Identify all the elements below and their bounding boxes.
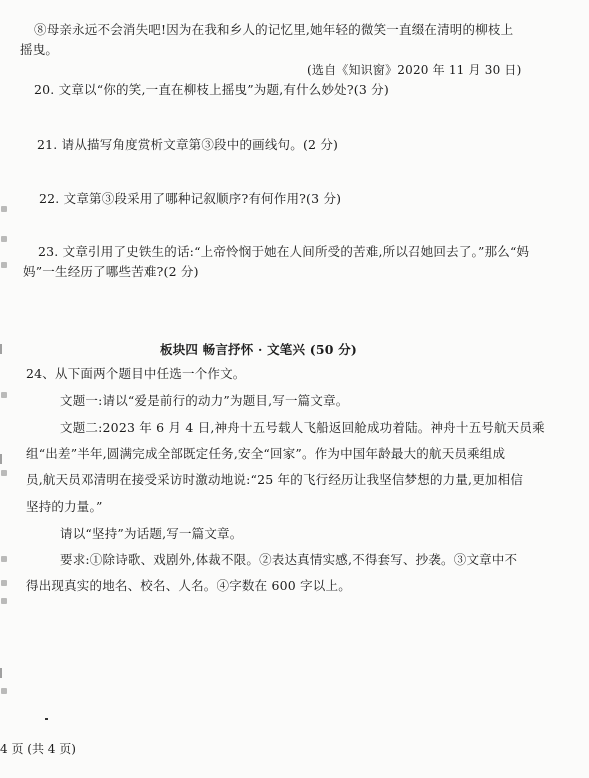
page-footer: 4 页 (共 4 页): [0, 742, 76, 756]
binding-margin-mark: [1, 598, 7, 604]
question-20: 20. 文章以“你的笑,一直在柳枝上摇曳”为题,有什么妙处?(3 分): [34, 82, 389, 97]
binding-margin-mark: [1, 688, 7, 694]
question-23-line-2: 妈”一生经历了哪些苦难?(2 分): [23, 264, 199, 279]
binding-margin-mark: [1, 556, 7, 562]
binding-margin-mark: [0, 454, 6, 464]
binding-margin-mark: [1, 262, 7, 268]
stray-dot: [45, 718, 48, 720]
paragraph-8-line-1: ⑧母亲永远不会消失吧!因为在我和乡人的记忆里,她年轻的微笑一直缀在清明的柳枝上: [34, 22, 514, 37]
requirements-line-1: 要求:①除诗歌、戏剧外,体裁不限。②表达真情实感,不得套写、抄袭。③文章中不: [60, 552, 518, 567]
source-citation: (选自《知识窗》2020 年 11 月 30 日): [307, 63, 522, 77]
question-23-line-1: 23. 文章引用了史铁生的话:“上帝怜悯于她在人间所受的苦难,所以召她回去了。”那么“妈: [38, 244, 530, 259]
binding-margin-mark: [1, 580, 7, 586]
paragraph-8-line-2: 摇曳。: [20, 42, 59, 57]
question-22: 22. 文章第③段采用了哪种记叙顺序?有何作用?(3 分): [39, 191, 342, 206]
essay-topic-2-line-1: 文题二:2023 年 6 月 4 日,神舟十五号载人飞船返回舱成功着陆。神舟十五号航天员乘: [60, 420, 545, 435]
essay-topic-2-prompt: 请以“坚持”为话题,写一篇文章。: [60, 526, 243, 541]
binding-margin-mark: [1, 236, 7, 242]
essay-topic-1: 文题一:请以“爱是前行的动力”为题目,写一篇文章。: [60, 393, 349, 408]
question-21: 21. 请从描写角度赏析文章第③段中的画线句。(2 分): [37, 137, 339, 152]
requirements-line-2: 得出现真实的地名、校名、人名。④字数在 600 字以上。: [26, 578, 351, 593]
essay-topic-2-line-4: 坚持的力量。”: [26, 499, 103, 514]
binding-margin-mark: [0, 668, 6, 678]
binding-margin-mark: [1, 206, 7, 212]
binding-margin-mark: [1, 470, 7, 476]
essay-topic-2-line-2: 组“出差”半年,圆满完成全部既定任务,安全“回家”。作为中国年龄最大的航天员乘组成: [26, 446, 506, 461]
essay-topic-2-line-3: 员,航天员邓清明在接受采访时激动地说:“25 年的飞行经历让我坚信梦想的力量,更加相信: [26, 472, 524, 487]
section-4-title: 板块四 畅言抒怀 · 文笔兴 (50 分): [160, 342, 358, 357]
binding-margin-mark: [1, 392, 7, 398]
binding-margin-mark: [0, 344, 6, 354]
question-24: 24、从下面两个题目中任选一个作文。: [26, 366, 246, 381]
